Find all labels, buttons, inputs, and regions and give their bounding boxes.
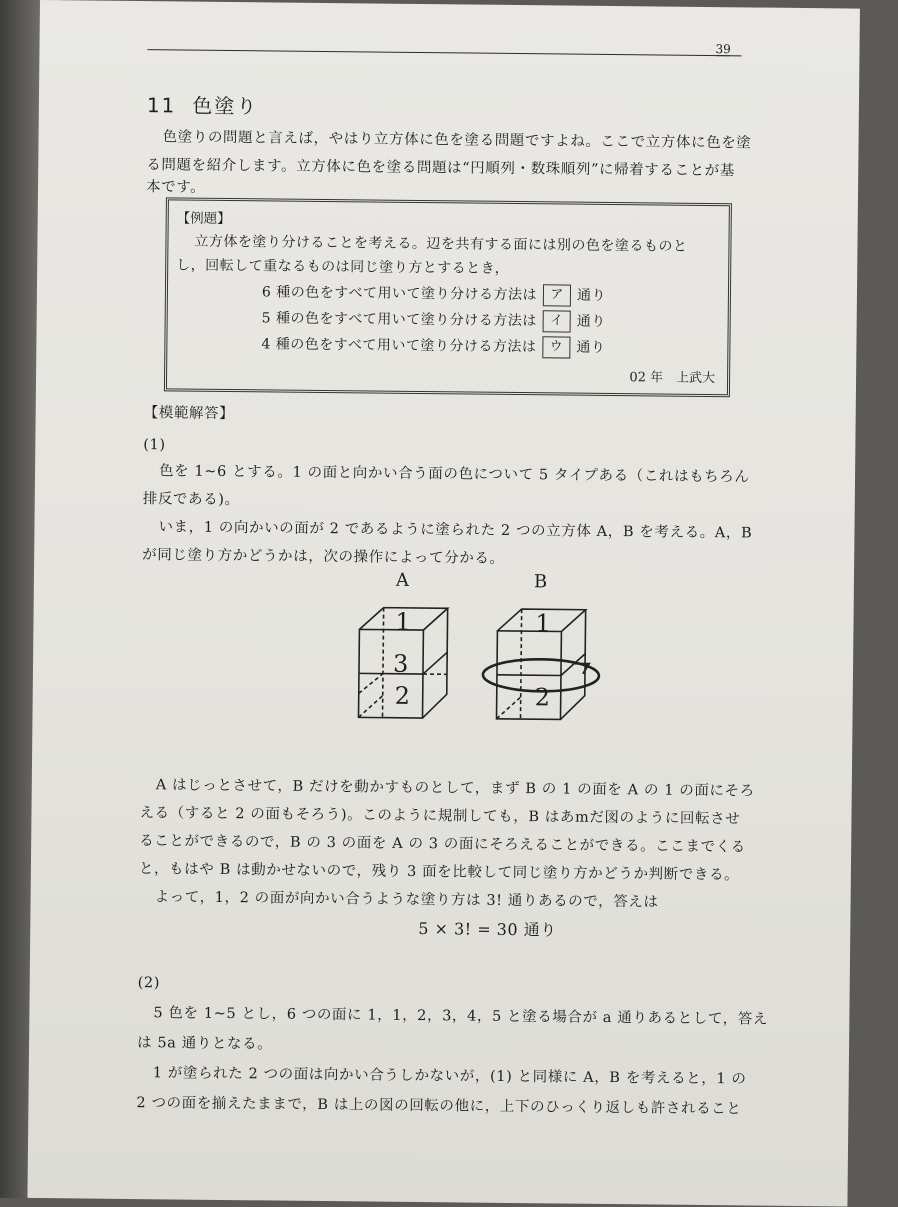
body-line: 2 つの面を揃えたままで，B は上の図の回転の他に，上下のひっくり返しも許されること [136, 1089, 741, 1123]
body-line: える（すると 2 の面もそろう)。このように規制しても，B はあmだ図のように回転させ [139, 799, 740, 833]
body-line: は 5a 通りとなる。 [137, 1029, 272, 1058]
cube-figure [332, 569, 634, 742]
body-line: A はじっとさせて，B だけを動かすものとして，まず B の 1 の面を A の 1 の面にそろ [156, 771, 755, 805]
header-rule [147, 49, 741, 56]
intro-line: 色塗りの問題と言えば，やはり立方体に色を塗る問題ですよね。ここで立方体に色を塗 [162, 123, 751, 157]
body-line: と，もはや B は動かせないので，残り 3 面を比較して同じ塗り方かどうか判断できる。 [139, 855, 740, 889]
book-page [27, 0, 860, 1207]
intro-line: 本です。 [146, 173, 206, 202]
example-item-suffix: 通り [576, 340, 605, 356]
page-number: 39 [715, 43, 730, 56]
section-title [147, 89, 259, 119]
body-line: 1 が塗られた 2 つの面は向かい合うしかないが，(1) と同様に A，B を考えると，1 の [153, 1059, 747, 1093]
answer-box: ア [543, 284, 571, 306]
body-line: 色を 1~6 とする。1 の面と向かい合う面の色について 5 タイプある（これはもちろん [159, 457, 750, 491]
answer-box: ウ [542, 336, 570, 358]
example-box [164, 197, 732, 397]
example-label: 【例題】 [177, 206, 231, 227]
example-item-suffix: 通り [577, 288, 606, 304]
intro-line: る問題を紹介します。立方体に色を塗る問題は“円順列・数珠順列”に帰着することが基 [146, 151, 735, 185]
example-line: し，回転して重なるものは同じ塗り方とするとき， [176, 254, 509, 277]
cube-a-front-label: 3 [393, 650, 409, 678]
body-line: が同じ塗り方かどうかは，次の操作によって分かる。 [142, 541, 505, 573]
cube-a-bottom-label: 2 [395, 682, 411, 710]
example-item [262, 281, 606, 307]
example-item [262, 307, 606, 333]
cube-diagram [332, 569, 634, 742]
body-line: 排反である)。 [143, 485, 240, 514]
example-item-text: 4 種の色をすべて用いて塗り分ける方法は [261, 336, 536, 355]
formula: 5 × 3! = 30 通り [418, 916, 557, 940]
example-item-suffix: 通り [577, 314, 606, 330]
part2-label: (2) [138, 969, 161, 997]
cube-a-title: A [396, 570, 409, 591]
example-item-text: 5 種の色をすべて用いて塗り分ける方法は [262, 310, 537, 329]
cube-b-title: B [534, 571, 547, 592]
body-line: ることができるので，B の 3 の面を A の 3 の面にそろえることができる。ここまでくる [139, 827, 746, 861]
example-source: 02 年 上武大 [629, 366, 715, 386]
example-line: 立方体を塗り分けることを考える。辺を共有する面には別の色を塗るものと [194, 231, 687, 256]
part1-label: (1) [143, 431, 166, 459]
answer-box: イ [543, 310, 571, 332]
section-number: 11 [147, 93, 177, 117]
example-item-text: 6 種の色をすべて用いて塗り分ける方法は [262, 284, 537, 303]
answer-label: 【模範解答】 [144, 399, 235, 428]
cube-a-top-label: 1 [395, 608, 411, 636]
body-line: 5 色を 1~5 とし，6 つの面に 1，1，2，3，4，5 と塗る場合が a 通りあるとして，答え [153, 999, 768, 1033]
cube-b-bottom-label: 2 [535, 683, 551, 711]
example-item [261, 333, 605, 359]
cube-b-top-label: 1 [535, 609, 551, 637]
section-title-text: 色塗り [192, 94, 258, 119]
body-line: いま，1 の向かいの面が 2 であるように塗られた 2 つの立方体 A，B を考える。A，B [158, 513, 752, 547]
body-line: よって，1，2 の面が向かい合うような塗り方は 3! 通りあるので，答えは [154, 883, 658, 916]
